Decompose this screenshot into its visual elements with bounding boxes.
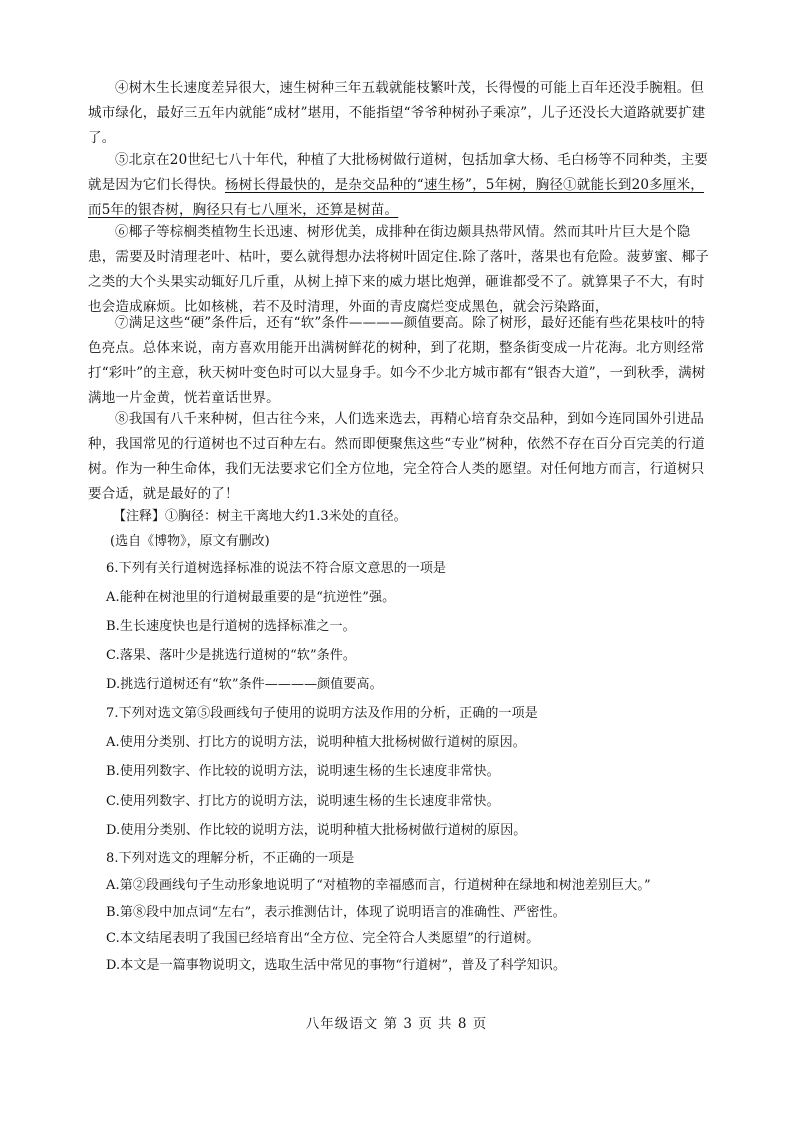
question-6-option-c: C.落果、落叶少是挑选行道树的“软”条件。 [106,648,357,663]
question-8-option-b: B.第⑧段中加点词“左右”，表示推测估计，体现了说明语言的准确性、严密性。 [106,905,566,920]
paragraph-4: ④树木生长速度差异很大，速生树种三年五载就能枝繁叶茂，长得慢的可能上百年还没手腕粗。但城市绿化，最好三五年内就能“成材”堪用，不能指望“爷爷种树孙子乘凉”，儿子还没长大道路就要扩建了。 [88,80,706,146]
question-8-option-d: D.本文是一篇事物说明文，选取生活中常见的事物“行道树”，普及了科学知识。 [106,958,567,973]
paragraph-5-underlined-sentence: 杨树长得最快的，是杂交品种的“速生杨”，5年树，胸径①就能长到20多厘米，而5年的银杏树，胸径只有七八厘米，还算是树苗。 [88,177,704,218]
paragraph-7: ⑦满足这些“硬”条件后，还有“软”条件————颜值要高。除了树形，最好还能有些花果枝叶的特色亮点。总体来说，南方喜欢用能开出满树鲜花的树种，到了花期，整条街变成一片花海。北方则经常打“彩叶”的主意，秋天树叶变色时可以大显身手。如今不少北方城市都有“银杏大道”，一到秋季，满树满地一片金黄，恍若童话世界。 [88,315,706,406]
question-7-option-b: B.使用列数字、作比较的说明方法，说明速生杨的生长速度非常快。 [106,764,500,779]
question-8-option-a: A.第②段画线句子生动形象地说明了“对植物的幸福感而言，行道树种在绿地和树池差别巨大。” [106,878,651,893]
paragraph-5-text: ⑤北京在20世纪七八十年代，种植了大批杨树做行道树，包括加拿大杨、毛白杨等不同种类，主要就是因为它们长得快。 [88,152,708,193]
question-6-option-a: A.能种在树池里的行道树最重要的是“抗逆性”强。 [106,590,396,605]
question-8-option-c: C.本文结尾表明了我国已经培育出“全方位、完全符合人类愿望”的行道树。 [106,931,540,946]
question-7-stem: 7.下列对选文第⑤段画线句子使用的说明方法及作用的分析，正确的一项是 [106,706,538,721]
question-6-option-b: B.生长速度快也是行道树的选择标准之一。 [106,619,356,634]
paragraph-8: ⑧我国有八千来种树，但古往今来，人们选来选去，再精心培育杂交品种，到如今连同国外引进品种，我国常见的行道树也不过百种左右。然而即便聚焦这些“专业”树种，依然不存在百分百完美的行道树。作为一种生命体，我们无法要求它们全方位地，完全符合人类的愿望。对任何地方而言，行道树只要合适，就是最好的了！ [88,411,706,502]
paragraph-5 [88,148,713,223]
question-6-option-d: D.挑选行道树还有“软”条件————颜值要高。 [106,677,383,692]
question-6-stem: 6.下列有关行道树选择标准的说法不符合原文意思的一项是 [106,561,447,576]
question-8-stem: 8.下列对选文的理解分析，不正确的一项是 [106,851,355,866]
footnote: 【注释】①胸径：树主干离地大约1.3米处的直径。 [113,509,407,524]
paragraph-6: ⑥椰子等棕榈类植物生长迅速、树形优美，成排种在街边颇具热带风情。然而其叶片巨大是个隐患，需要及时清理老叶、枯叶，要么就得想办法将树叶固定住.除了落叶，落果也有危险。菠萝蜜、椰子之类的大个头果实动辄好几斤重，从树上掉下来的威力堪比炮弹，砸谁都受不了。就算果子不大，有时也会造成麻烦。比如核桃，若不及时清理，外面的青皮腐烂变成黑色，就会污染路面， [88,224,709,315]
source-citation: (选自《博物》，原文有删改) [110,534,270,549]
question-7-option-c: C.使用列数字、打比方的说明方法，说明速生杨的生长速度非常快。 [106,794,500,809]
question-7-option-d: D.使用分类别、作比较的说明方法，说明种植大批杨树做行道树的原因。 [106,823,527,838]
page-footer: 八年级语文 第 3 页 共 8 页 [305,1016,488,1032]
question-7-option-a: A.使用分类别、打比方的说明方法，说明种植大批杨树做行道树的原因。 [106,735,526,750]
